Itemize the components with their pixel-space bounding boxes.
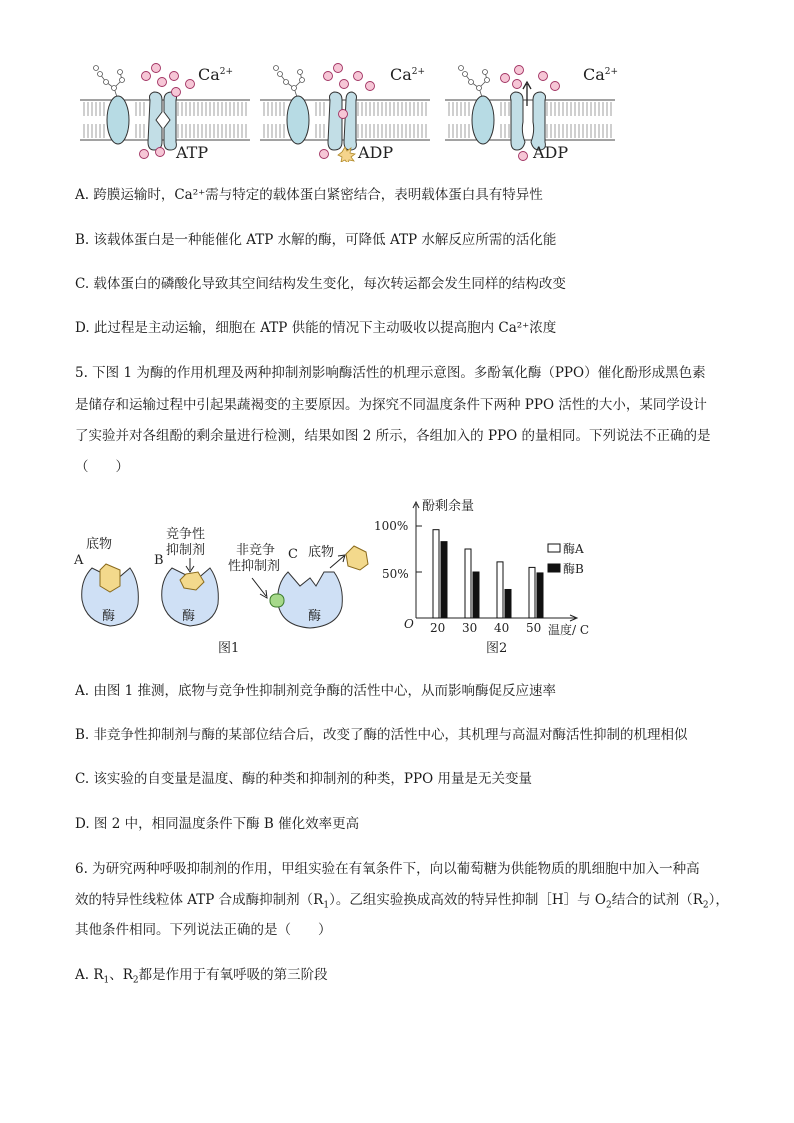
bar-b-40 — [505, 589, 511, 618]
x-tick-label-20: 20 — [430, 621, 446, 635]
legend-label-a: 酶A — [563, 542, 584, 556]
released-substrate — [346, 546, 368, 570]
q4-option-d: D. 此过程是主动运输，细胞在 ATP 供能的情况下主动吸收以提高胞内 Ca²⁺浓度 — [75, 320, 557, 336]
membrane-protein — [107, 96, 129, 144]
ion-label: $Ca^{2+}$ — [198, 65, 234, 84]
atp-label: ATP — [176, 143, 209, 162]
chart-ylabel: 酚剩余量 — [422, 499, 475, 514]
q6-stem-line-1: 6. 为研究两种呼吸抑制剂的作用，甲组实验在有氧条件下，向以葡萄糖为供能物质的肌细胞中加入一种高 — [75, 861, 700, 877]
q4-option-a: A. 跨膜运输时，Ca²⁺需与特定的载体蛋白紧密结合，表明载体蛋白具有特异性 — [75, 187, 543, 203]
q6-stem-line-3: 其他条件相同。下列说法正确的是（ ） — [75, 922, 332, 938]
fig1-c-substrate-label: 底物 — [308, 545, 335, 560]
fig1-b-inhibitor-line1: 竞争性 — [166, 527, 206, 542]
bar-a-20 — [433, 530, 439, 618]
substrate-a — [100, 564, 120, 592]
q5-stem-line-1: 5. 下图 1 为酶的作用机理及两种抑制剂影响酶活性的机理示意图。多酚氧化酶（PPO）催化酚形成黑色素 — [75, 365, 706, 381]
fig1-c-inhibitor-line2: 性抑制剂 — [228, 559, 281, 574]
fig1-a-substrate-label: 底物 — [86, 537, 113, 552]
figure-2-bar-chart — [372, 494, 612, 660]
bar-b-20 — [441, 542, 447, 618]
fig1-b-letter: B — [154, 553, 164, 568]
fig1-c-enzyme-label: 酶 — [308, 609, 322, 624]
membrane-panel-2 — [258, 62, 438, 162]
q5-stem-line-4: （ ） — [75, 459, 129, 475]
q5-option-b: B. 非竞争性抑制剂与酶的某部位结合后，改变了酶的活性中心，其机理与高温对酶活性抑制的机理相似 — [75, 727, 688, 743]
q6-stem-line-2: 效的特异性线粒体 ATP 合成酶抑制剂$(R_1)$。乙组实验换成高效的特异性抑制［H］与 $O_2$结合的试剂$(R_2)$， — [75, 892, 729, 911]
noncompetitive-inhibitor — [270, 594, 284, 607]
bar-a-40 — [497, 562, 503, 618]
adp-label-2: ADP — [533, 143, 569, 162]
fig1-b-inhibitor-line2: 抑制剂 — [166, 543, 206, 558]
glycoprotein — [94, 66, 125, 101]
bar-a-50 — [529, 567, 535, 618]
bar-b-50 — [537, 573, 543, 618]
q5-option-d: D. 图 2 中，相同温度条件下酶 B 催化效率更高 — [75, 816, 360, 832]
legend-label-b: 酶B — [563, 562, 584, 576]
chart-ytick-50: 50% — [382, 567, 409, 581]
q5-stem-line-2: 是储存和运输过程中引起果蔬褐变的主要原因。为探究不同温度条件下两种 PPO 活性的大小，某同学设计 — [75, 397, 707, 413]
q4-option-c: C. 载体蛋白的磷酸化导致其空间结构发生变化，每次转运都会发生同样的结构改变 — [75, 276, 566, 292]
fig1-a-enzyme-label: 酶 — [102, 609, 116, 624]
arrow-b-icon — [186, 558, 194, 572]
adp-label-1: ADP — [358, 143, 394, 162]
svg-text:Ca2+: $Ca^{2+}$ — [583, 65, 619, 84]
x-tick-label-30: 30 — [462, 621, 478, 635]
membrane-panel-1 — [78, 62, 258, 162]
chart-ytick-100: 100% — [374, 519, 409, 533]
chart-origin: O — [404, 617, 414, 631]
svg-text:Ca2+: $Ca^{2+}$ — [390, 65, 426, 84]
bar-b-30 — [473, 572, 479, 618]
legend-swatch-b — [548, 564, 560, 572]
up-arrow-icon — [523, 82, 531, 106]
q5-stem-line-3: 了实验并对各组酚的剩余量进行检测，结果如图 2 所示，各组加入的 PPO 的量相同。下列说法不正确的是 — [75, 428, 711, 444]
carrier-protein — [148, 92, 177, 150]
chart-xlabel: 温度/ C — [548, 623, 590, 637]
x-tick-label-40: 40 — [494, 621, 510, 635]
bar-a-30 — [465, 549, 471, 618]
fig1-c-inhibitor-line1: 非竞争 — [236, 543, 276, 558]
q6-option-a: A. $R_1$、$R_2$都是作用于有氧呼吸的第三阶段 — [75, 967, 328, 986]
x-tick-label-50: 50 — [526, 621, 542, 635]
figure-2-caption: 图2 — [486, 641, 508, 656]
q5-option-c: C. 该实验的自变量是温度、酶的种类和抑制剂的种类，PPO 用量是无关变量 — [75, 771, 532, 787]
figure-1-caption: 图1 — [218, 641, 240, 656]
legend-swatch-a — [548, 544, 560, 552]
membrane-panel-3 — [443, 62, 633, 162]
fig1-a-letter: A — [74, 553, 84, 568]
figure-1-enzyme-diagram — [70, 524, 380, 660]
fig1-c-letter: C — [288, 547, 298, 562]
fig1-b-enzyme-label: 酶 — [182, 609, 196, 624]
arrow-c-icon — [252, 578, 267, 598]
q4-option-b: B. 该载体蛋白是一种能催化 ATP 水解的酶，可降低 ATP 水解反应所需的活化能 — [75, 232, 557, 248]
q5-option-a: A. 由图 1 推测，底物与竞争性抑制剂竞争酶的活性中心，从而影响酶促反应速率 — [75, 683, 557, 699]
